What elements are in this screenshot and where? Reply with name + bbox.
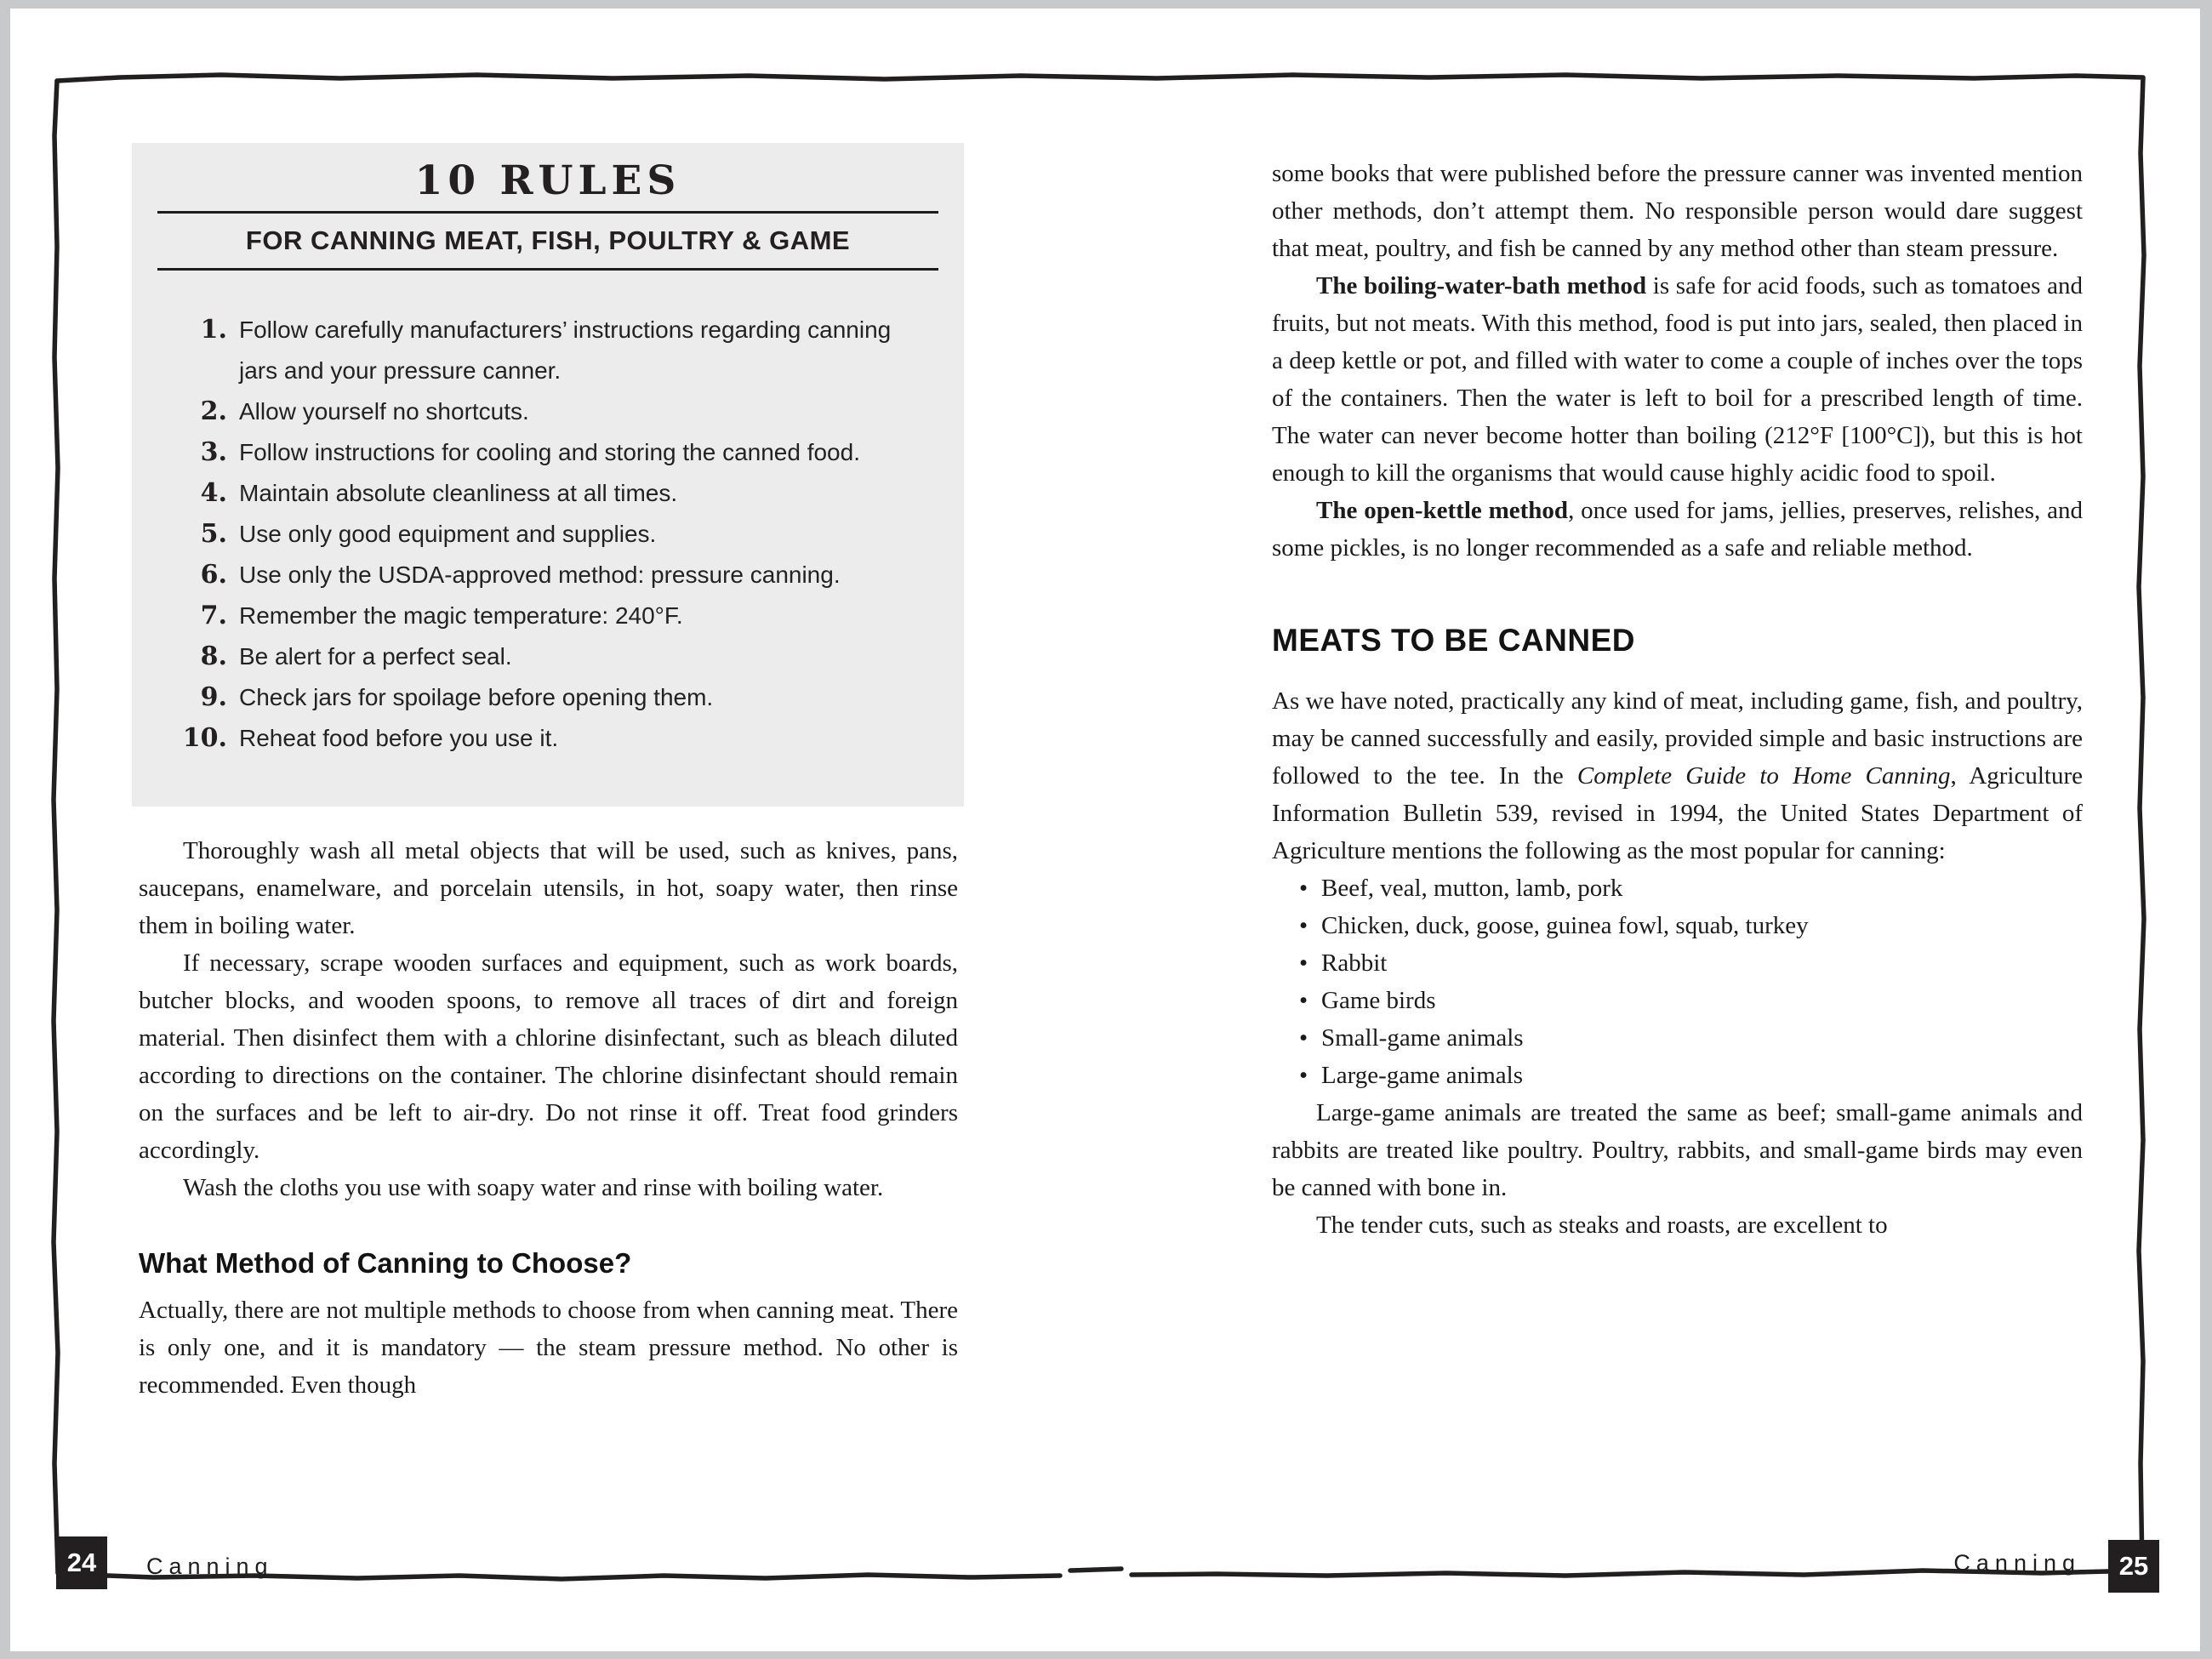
paragraph: The open-kettle method, once used for jams, jellies, preserves, relishes, and some pickles, is no longer recommended as a safe and reliable method. [1272, 497, 2083, 562]
bullet-text: Game birds [1321, 987, 1436, 1014]
paragraph: Wash the cloths you use with soapy water and rinse with boiling water. [183, 1174, 884, 1201]
rule-text: Reheat food before you use it. [239, 725, 559, 751]
bullet-item [1272, 944, 2083, 982]
bullet-item [1272, 1019, 2083, 1057]
rule-text: Use only the USDA-approved method: pressure canning. [239, 562, 841, 588]
rules-box-divider-top [157, 211, 938, 214]
rule-item [181, 636, 933, 677]
bullet-icon: • [1299, 875, 1308, 902]
paragraph: Actually, there are not multiple methods to choose from when canning meat. There is only one, and it is mandatory — the steam pressure method. No other is recommended. Even though [139, 1297, 958, 1399]
running-head-left: Canning [146, 1554, 274, 1579]
paragraph: If necessary, scrape wooden surfaces and equipment, such as work boards, butcher blocks, and wooden spoons, to remove all traces of dirt and foreign material. Then disinfect them with a chlorine disinfectant, such as bleach diluted according to directions on the container. The chlorine disinfectant should remain on the surfaces and be left to air-dry. Do not rinse it off. Treat food grinders accordingly. [139, 949, 958, 1164]
rule-number: 1. [200, 315, 227, 345]
page-number-right: 25 [2108, 1540, 2159, 1593]
rule-text: Follow instructions for cooling and storing the canned food. [239, 439, 860, 465]
section-heading: MEATS TO BE CANNED [1272, 623, 1635, 658]
paragraph: Thoroughly wash all metal objects that will be used, such as knives, pans, saucepans, enamelware, and porcelain utensils, in hot, soapy water, then rinse them in boiling water. [139, 837, 958, 939]
page-number-left: 24 [56, 1536, 107, 1589]
bullet-icon: • [1299, 1062, 1308, 1089]
bullet-item [1272, 982, 2083, 1019]
rule-item [181, 391, 933, 432]
rule-number: 8. [200, 641, 227, 671]
rules-box-subtitle: FOR CANNING MEAT, FISH, POULTRY & GAME [245, 225, 851, 255]
rule-number: 5. [200, 519, 227, 549]
paragraph: Large-game animals are treated the same as beef; small-game animals and rabbits are treated like poultry. Poultry, rabbits, and small-game birds may even be canned with bone in. [1272, 1099, 2083, 1201]
rule-number: 10. [182, 723, 227, 753]
running-head-right: Canning [1953, 1550, 2081, 1576]
rule-text: Use only good equipment and supplies. [239, 521, 657, 547]
rule-item [181, 677, 933, 718]
paragraph: The tender cuts, such as steaks and roasts, are excellent to [1316, 1211, 1888, 1239]
bullet-icon: • [1299, 912, 1308, 939]
rule-item [181, 596, 933, 636]
rule-number: 7. [200, 601, 227, 630]
paragraph: As we have noted, practically any kind of meat, including game, fish, and poultry, may be canned successfully and easily, provided simple and basic instructions are followed to the tee. In the Complete Guide to Home Canning, Agriculture Information Bulletin 539, revised in 1994, the United States Department of Agriculture mentions the following as the most popular for canning: [1272, 687, 2083, 864]
bullet-text: Large-game animals [1321, 1062, 1523, 1089]
bullet-text: Rabbit [1321, 949, 1388, 977]
left-page-body [139, 832, 958, 1404]
bullet-text: Beef, veal, mutton, lamb, pork [1321, 875, 1623, 902]
rule-item [181, 555, 933, 596]
bullet-item [1272, 1057, 2083, 1094]
bullet-text: Chicken, duck, goose, guinea fowl, squab, turkey [1321, 912, 1809, 939]
rule-item [181, 718, 933, 759]
bullet-item [1272, 869, 2083, 907]
rule-text: Maintain absolute cleanliness at all times. [239, 480, 678, 506]
rule-number: 2. [200, 396, 227, 426]
rules-box-title: 10 RULES [414, 157, 681, 204]
rule-text: Remember the magic temperature: 240°F. [239, 602, 683, 629]
bullet-item [1272, 907, 2083, 944]
rule-number: 6. [200, 560, 227, 590]
subsection-heading: What Method of Canning to Choose? [139, 1247, 632, 1279]
bullet-icon: • [1299, 949, 1308, 977]
rules-box [132, 143, 964, 807]
rules-list [132, 310, 964, 759]
rule-text: Allow yourself no shortcuts. [239, 398, 529, 425]
rule-number: 9. [200, 682, 227, 712]
rule-number: 3. [200, 437, 227, 467]
bullet-icon: • [1299, 987, 1308, 1014]
rule-item [181, 473, 933, 514]
paragraph: some books that were published before the pressure canner was invented mention other methods, don’t attempt them. No responsible person would dare suggest that meat, poultry, and fish be canned by any method other than steam pressure. [1272, 160, 2083, 262]
rule-number: 4. [200, 478, 227, 508]
paragraph: The boiling-water-bath method is safe for acid foods, such as tomatoes and fruits, but not meats. With this method, food is put into jars, sealed, then placed in a deep kettle or pot, and filled with water to come a couple of inches over the tops of the containers. Then the water is left to boil for a prescribed length of time. The water can never become hotter than boiling (212°F [100°C]), but this is hot enough to kill the organisms that would cause highly acidic food to spoil. [1272, 272, 2083, 487]
bullet-icon: • [1299, 1024, 1308, 1052]
rule-text: Be alert for a perfect seal. [239, 643, 512, 670]
rule-item [181, 514, 933, 555]
rule-text: Follow carefully manufacturers’ instructions regarding canning jars and your pressure canner. [239, 316, 892, 384]
rule-item [181, 310, 933, 391]
rule-item [181, 432, 933, 473]
bullet-text: Small-game animals [1321, 1024, 1524, 1052]
rules-box-divider-bottom [157, 268, 938, 271]
rule-text: Check jars for spoilage before opening them. [239, 684, 714, 710]
right-page-body [1272, 155, 2083, 1244]
